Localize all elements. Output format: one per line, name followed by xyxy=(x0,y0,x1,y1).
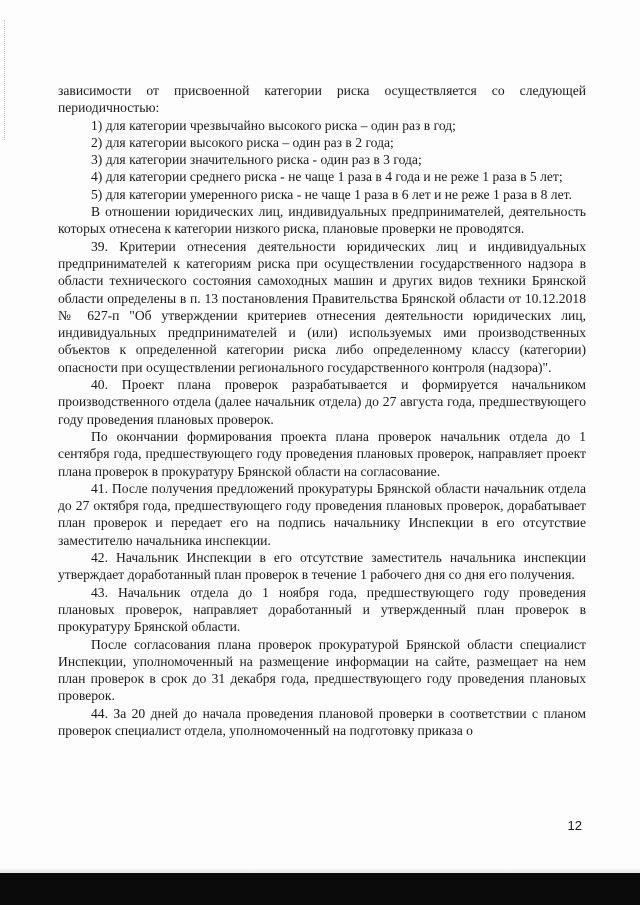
paragraph-42: 42. Начальник Инспекции в его отсутствие заместитель начальника инспекции утверждает доработанный план проверок в течение 1 рабочего дня со дня его получения. xyxy=(58,550,586,583)
paragraph: В отношении юридических лиц, индивидуальных предпринимателей, деятельность которых отнесена к категории низкого риска, плановые проверки не проводятся. xyxy=(58,204,586,237)
paragraph: зависимости от присвоенной категории риска осуществляется со следующей периодичностью: xyxy=(58,83,586,116)
paragraph-43: 43. Начальник отдела до 1 ноября года, предшествующего году проведения плановых проверок, направляет доработанный и утвержденный план проверок в прокуратуру Брянской области. xyxy=(58,584,586,635)
paragraph-40: 40. Проект плана проверок разрабатывается и формируется начальником производственного отдела (далее начальник отдела) до 27 августа года, предшествующего году проведения плановых проверок. xyxy=(58,377,586,427)
paragraph: После согласования плана проверок прокуратурой Брянской области специалист Инспекции, уполномоченный на размещение информации на сайте, размещает на нем план проверок в срок до 31 декабря года, предшествующего году проведения плановых проверок. xyxy=(58,636,586,704)
paragraph: По окончании формирования проекта плана проверок начальник отдела до 1 сентября года, предшествующего году проведения плановых проверок, направляет проект плана проверок в прокуратуру Брянской области на согласование. xyxy=(58,428,586,479)
list-item-5: 5) для категории умеренного риска - не чаще 1 раза в 6 лет и не реже 1 раза в 8 лет. xyxy=(91,186,572,202)
list-item-3: 3) для категории значительного риска - один раз в 3 года; xyxy=(91,152,422,168)
document-body xyxy=(58,82,586,739)
scan-bottom-border xyxy=(0,873,640,905)
list-item-1: 1) для категории чрезвычайно высокого риска – один раз в год; xyxy=(91,117,456,133)
paragraph-39: 39. Критерии отнесения деятельности юридических лиц и индивидуальных предпринимателей к категориям риска при осуществлении государственного надзора в области технического состояния самоходных машин и других видов техники Брянской области определены в п. 13 постановления Правительства Брянской области от 10.12.2018 № 627-п "Об утверждении критериев отнесения деятельности юридических лиц, индивидуальных предпринимателей и (или) используемых ими производственных объектов к определенной категории риска либо определенному классу (категории) опасности при осуществлении регионального государственного контроля (надзора)". xyxy=(58,238,586,375)
page-number: 12 xyxy=(567,818,582,833)
paragraph-44: 44. За 20 дней до начала проведения плановой проверки в соответствии с планом проверок специалист отдела, уполномоченный на подготовку приказа о xyxy=(58,705,586,738)
scan-edge-marks xyxy=(4,20,6,140)
paragraph-41: 41. После получения предложений прокуратуры Брянской области начальник отдела до 27 октября года, предшествующего году проведения плановых проверок, дорабатывает план проверок и передает его на подпись начальнику Инспекции в его отсутствие заместителю начальника инспекции. xyxy=(58,480,586,548)
list-item-4: 4) для категории среднего риска - не чаще 1 раза в 4 года и не реже 1 раза в 5 лет; xyxy=(91,169,563,185)
list-item-2: 2) для категории высокого риска – один раз в 2 года; xyxy=(91,134,394,150)
